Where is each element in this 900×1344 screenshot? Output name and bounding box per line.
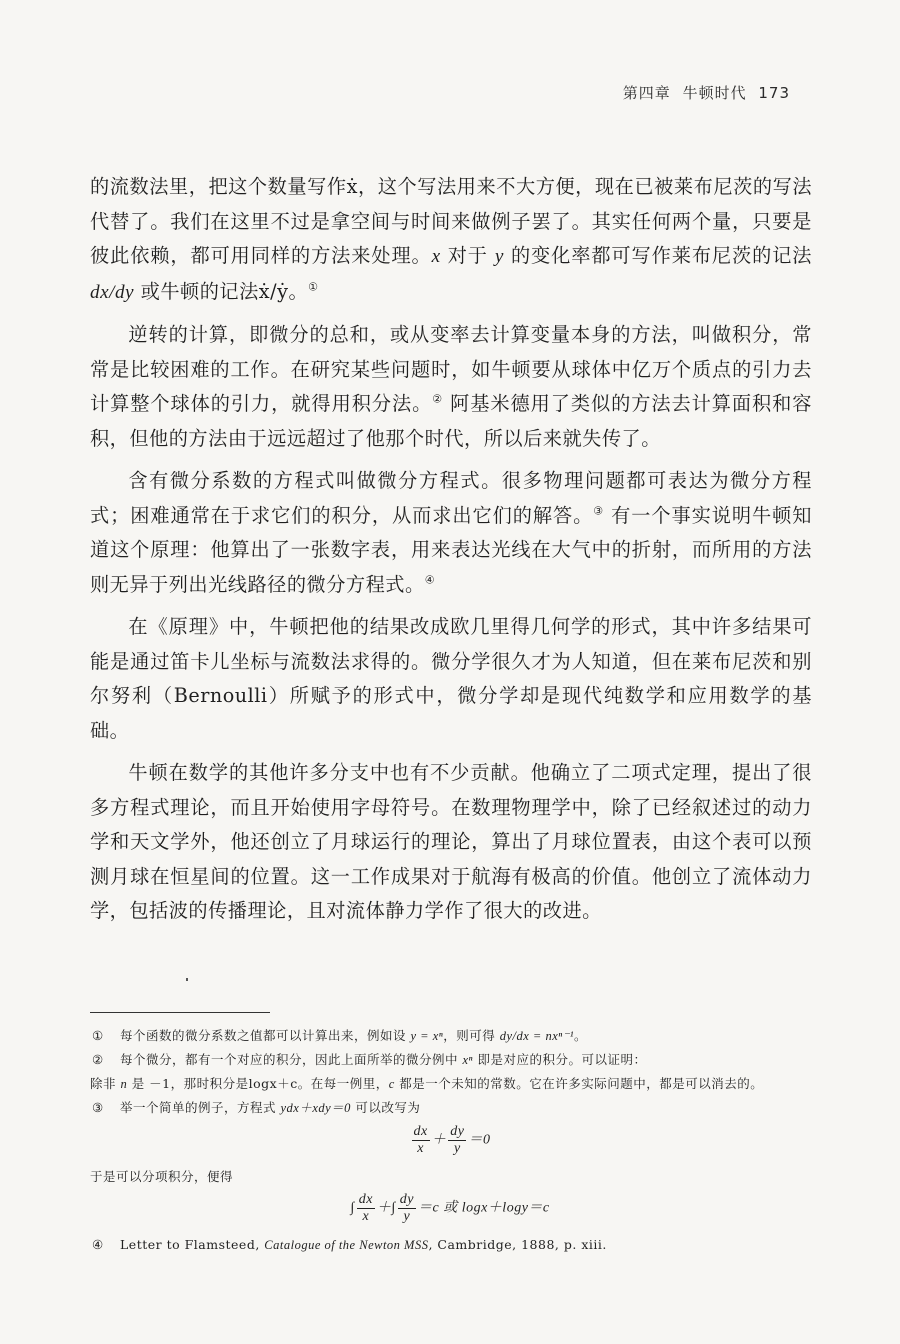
- text: 举一个简单的例子，方程式: [120, 1100, 281, 1115]
- fraction: [398, 1192, 416, 1225]
- equation-1: [90, 1124, 810, 1157]
- footnote-3-continued: 于是可以分项积分，便得: [90, 1169, 234, 1184]
- footnote-4: [90, 1233, 810, 1257]
- newton-notation: ẋ/ẏ: [258, 279, 289, 303]
- text: 阿基米德用了类似的方法去计算面积和容积，但他的方法由于远远超过了他那个时代，所以后来就失传了。: [90, 392, 812, 450]
- paragraph-1: [90, 170, 812, 310]
- text: , Cambridge, 1888, p. xiii.: [428, 1237, 607, 1252]
- footnote-number: ③: [92, 1100, 104, 1115]
- text: 对于: [440, 244, 495, 267]
- text: 即是对应的积分。可以证明：: [472, 1052, 647, 1067]
- rhs: ＝c 或 logx＋logy＝c: [417, 1200, 550, 1216]
- section-label: 牛顿时代: [682, 84, 747, 102]
- page-number: 173: [758, 84, 790, 102]
- paragraph-2: [90, 318, 812, 456]
- numerator: dx: [413, 1124, 428, 1139]
- equation-2: [90, 1192, 810, 1225]
- footnote-number: ②: [92, 1052, 104, 1067]
- paragraph-5: 牛顿在数学的其他许多分支中也有不少贡献。他确立了二项式定理，提出了很多方程式理论，而且开始使用字母符号。在数理物理学中，除了已经叙述过的动力学和天文学外，他还创立了月球运行的理论，算出了月球位置表，由这个表可以预测月球在恒星间的位置。这一工作成果对于航海有极高的价值。他创立了流体动力学，包括波的传播理论，且对流体静力学作了很大的改进。: [90, 761, 812, 922]
- math-expr: y = xⁿ: [410, 1029, 444, 1043]
- text: 或牛顿的记法: [134, 279, 259, 303]
- footnote-ref-2[interactable]: ②: [432, 392, 444, 406]
- paragraph-4: 在《原理》中，牛顿把他的结果改成欧几里得几何学的形式，其中许多结果可能是通过笛卡儿坐标与流数法求得的。微分学很久才为人知道，但在莱布尼茨和别尔努利（Bernoulli）所赋予的形式中，微分学却是现代纯数学和应用数学的基础。: [90, 615, 812, 742]
- footnote-2: [90, 1048, 810, 1072]
- fluxion-glyph: ẋ: [346, 175, 358, 198]
- catalogue-title: Catalogue of the Newton MSS: [264, 1238, 429, 1252]
- text: 。: [574, 1028, 588, 1043]
- print-speck: [186, 978, 188, 981]
- text: 有一个事实说明牛顿知道这个原理：他算出了一张数字表，用来表达光线在大气中的折射，而所用的方法则无异于列出光线路径的微分方程式。: [90, 503, 812, 596]
- footnote-number: ④: [92, 1237, 104, 1252]
- var-n: n: [120, 1077, 128, 1091]
- footnote-ref-4[interactable]: ④: [424, 573, 436, 587]
- var-c: c: [388, 1077, 395, 1091]
- chapter-label: 第四章: [622, 84, 671, 102]
- denominator: y: [454, 1141, 461, 1156]
- paragraph-3: [90, 464, 812, 602]
- integral-sign: ∫: [350, 1200, 355, 1216]
- footnotes: [90, 1024, 810, 1257]
- text: 除非: [90, 1076, 121, 1091]
- numerator: dx: [358, 1192, 373, 1207]
- text: 的流数法里，把这个数量写作: [90, 175, 347, 198]
- integral-sign: ∫: [391, 1200, 396, 1216]
- math-expr: xⁿ: [462, 1053, 473, 1067]
- text: 每个微分，都有一个对应的积分，因此上面所举的微分例中: [120, 1052, 463, 1067]
- footnote-ref-3[interactable]: ③: [593, 504, 605, 518]
- footnote-ref-1[interactable]: ①: [308, 280, 319, 294]
- footnote-divider: [90, 1012, 270, 1013]
- text: Letter to Flamsteed,: [120, 1237, 265, 1252]
- text: 。: [288, 279, 309, 303]
- text: 每个函数的微分系数之值都可以计算出来，例如设: [120, 1028, 411, 1043]
- math-expr: dy/dx = nxⁿ⁻¹: [499, 1029, 575, 1043]
- fraction: [412, 1124, 430, 1157]
- text: 是 －1，那时积分是logx＋c。在每一例里，: [127, 1076, 389, 1091]
- plus-sign: ＋: [376, 1200, 392, 1216]
- text: ，这个写法用来不大方便，现在已被莱布尼茨的写法代替了。我们在这里不过是拿空间与时间来做例子罢了。其实任何两个量，只要是彼此依赖，都可用同样的方法来处理。: [90, 175, 813, 267]
- denominator: y: [403, 1209, 411, 1224]
- footnote-1: [90, 1024, 810, 1048]
- fraction: [357, 1192, 375, 1225]
- text: 含有微分系数的方程式叫做微分方程式。很多物理问题都可表达为微分方程式；困难通常在于求它们的积分，从而求出它们的解答。: [90, 469, 812, 527]
- text: 的变化率都可写作莱布尼茨的记法: [503, 244, 812, 267]
- var-y: y: [494, 246, 504, 267]
- body-text: [90, 170, 812, 937]
- rhs: ＝0: [468, 1132, 491, 1148]
- text: 逆转的计算，即微分的总和，或从变率去计算变量本身的方法，叫做积分，常常是比较困难的工作。在研究某些问题时，如牛顿要从球体中亿万个质点的引力去计算整个球体的引力，就得用积分法。: [90, 323, 812, 415]
- text: 可以改写为: [350, 1100, 421, 1115]
- running-header: [617, 82, 790, 103]
- denominator: x: [362, 1209, 370, 1224]
- footnote-2-continued: [90, 1072, 810, 1096]
- denominator: x: [417, 1141, 424, 1156]
- footnote-3: [90, 1096, 810, 1120]
- text: 都是一个未知的常数。它在许多实际问题中，都是可以消去的。: [394, 1076, 764, 1091]
- text: ，则可得: [443, 1028, 500, 1043]
- var-x: x: [431, 246, 441, 267]
- fraction: [448, 1124, 466, 1157]
- numerator: dy: [399, 1192, 414, 1207]
- footnote-number: ①: [92, 1028, 104, 1043]
- math-expr: ydx＋xdy＝0: [280, 1101, 351, 1115]
- plus-sign: ＋: [431, 1132, 447, 1148]
- numerator: dy: [450, 1124, 465, 1139]
- leibniz-notation: dx/dy: [90, 281, 135, 303]
